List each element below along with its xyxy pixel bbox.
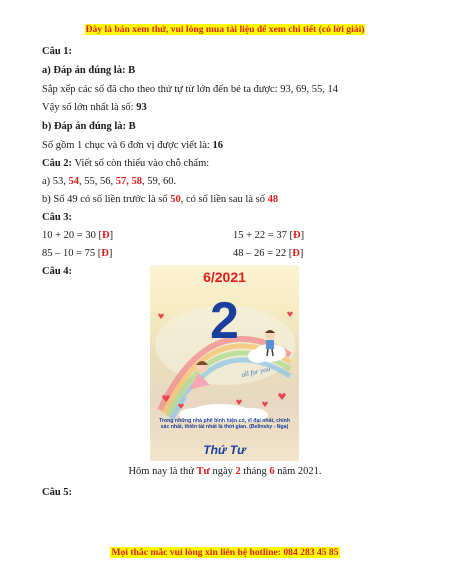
preview-notice-text: Đây là bản xem thử, vui lòng mua tài liệu để xem chi tiết (có lời giải) bbox=[85, 24, 365, 35]
q3-item-3-expr: 85 – 10 = 75 [ bbox=[42, 248, 102, 259]
q2-a-middle: , 55, 56, bbox=[79, 176, 114, 187]
q3-item-2 bbox=[233, 229, 304, 242]
q1-b-text bbox=[42, 139, 223, 152]
q3-item-2-close: ] bbox=[300, 230, 305, 241]
calendar-page-image bbox=[150, 265, 299, 461]
calendar-quote: Trong những nhà phê bình hiện có, vĩ đại nhất, chính xác nhất, thiên tài nhất là thời gian. (Belinsky - Nga) bbox=[159, 418, 290, 431]
q4-caption-weekday: Tư bbox=[196, 466, 210, 477]
q4-caption-mid1: ngày bbox=[212, 466, 233, 477]
q3-item-4 bbox=[233, 247, 303, 260]
q2-instruction: Viết số còn thiếu vào chỗ chấm: bbox=[74, 158, 210, 169]
calendar-art-text: all for you bbox=[240, 365, 271, 379]
q2-a-line bbox=[42, 175, 176, 188]
calendar-day-number: 2 bbox=[210, 292, 239, 350]
q3-item-1-expr: 10 + 20 = 30 [ bbox=[42, 230, 102, 241]
q3-item-1-mark: Đ bbox=[101, 230, 110, 241]
q1-a-sort-text: Sắp xếp các số đã cho theo thứ tự từ lớn đến bé ta được: 93, 69, 55, 14 bbox=[42, 84, 339, 95]
q1-title: Câu 1: bbox=[42, 46, 73, 57]
q1-a-largest-prefix: Vậy số lớn nhất là số: bbox=[42, 102, 134, 113]
calendar-weekday: Thứ Tư bbox=[203, 443, 246, 457]
q1-a-largest bbox=[42, 101, 147, 114]
q2-a-suffix: , 59, 60. bbox=[142, 176, 177, 187]
preview-notice bbox=[0, 24, 450, 35]
q2-b-fill2: 48 bbox=[267, 194, 279, 205]
q4-caption-prefix: Hôm nay là thứ bbox=[128, 466, 194, 477]
q2-b-fill1: 50 bbox=[170, 194, 181, 205]
q5-title: Câu 5: bbox=[42, 487, 73, 498]
q1-b-text-prefix: Số gồm 1 chục và 6 đơn vị được viết là: bbox=[42, 140, 210, 151]
q1-b-value: 16 bbox=[212, 140, 223, 151]
q4-caption-suffix: năm 2021. bbox=[277, 466, 322, 477]
q3-item-4-close: ] bbox=[299, 248, 304, 259]
q4-caption bbox=[0, 466, 450, 477]
q3-item-3 bbox=[42, 247, 112, 260]
q2-a-fill1: 54 bbox=[68, 176, 80, 187]
q3-item-4-mark: Đ bbox=[292, 248, 300, 259]
q1-a-largest-value: 93 bbox=[136, 102, 147, 113]
hotline-notice-text: Mọi thắc mắc vui lòng xin liên hệ hotline: 084 283 45 85 bbox=[111, 547, 339, 558]
q2-b-prefix: b) Số 49 có số liền trước là số bbox=[42, 194, 168, 205]
q1-a-answer: a) Đáp án đúng là: B bbox=[42, 65, 136, 76]
q3-item-2-expr: 15 + 22 = 37 [ bbox=[233, 230, 293, 241]
q2-title: Câu 2: bbox=[42, 158, 73, 169]
q4-caption-mid2: tháng bbox=[243, 466, 267, 477]
q3-item-3-close: ] bbox=[108, 248, 113, 259]
q2-b-middle: , có số liền sau là số bbox=[180, 194, 265, 205]
q4-caption-month: 6 bbox=[269, 466, 275, 477]
q3-item-4-expr: 48 – 26 = 22 [ bbox=[233, 248, 293, 259]
q3-item-2-mark: Đ bbox=[292, 230, 301, 241]
q2-a-fill2: 57, 58 bbox=[115, 176, 143, 187]
q3-title: Câu 3: bbox=[42, 212, 73, 223]
hotline-notice bbox=[0, 547, 450, 558]
q2-a-prefix: a) 53, bbox=[42, 176, 66, 187]
calendar-month-year: 6/2021 bbox=[203, 269, 246, 285]
q1-b-answer: b) Đáp án đúng là: B bbox=[42, 121, 136, 132]
q3-item-1 bbox=[42, 229, 113, 242]
q2-header bbox=[42, 157, 209, 170]
q3-item-3-mark: Đ bbox=[101, 248, 109, 259]
q4-caption-day: 2 bbox=[235, 466, 241, 477]
q2-b-line bbox=[42, 193, 278, 206]
q4-title: Câu 4: bbox=[42, 266, 73, 277]
q3-item-1-close: ] bbox=[109, 230, 114, 241]
